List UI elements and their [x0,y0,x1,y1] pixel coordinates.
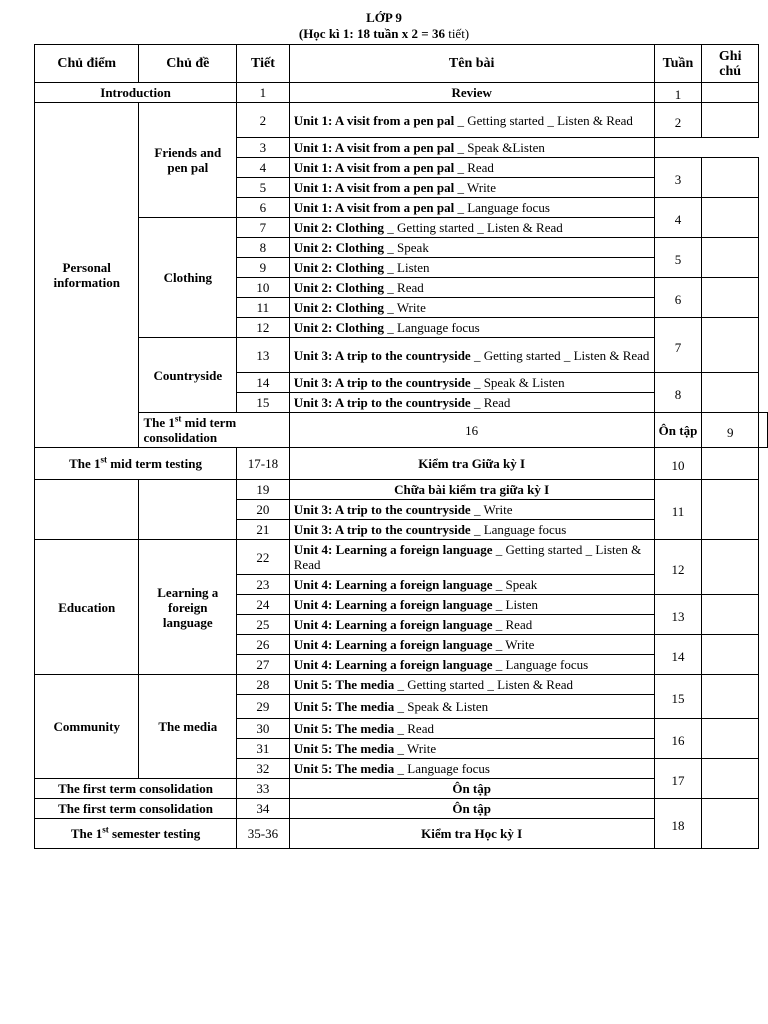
lesson-title: Getting started _ Listen & Read [397,220,563,235]
lesson-title: Kiểm tra Giữa kỳ I [418,456,526,471]
lesson-title: Speak &Listen [467,140,545,155]
ten-bai-cell [289,393,654,413]
separator: _ [384,300,397,315]
tuan-cell: 2 [654,103,702,138]
ten-bai-cell [289,759,654,779]
lesson-title: Write [396,300,426,315]
ghi-chu-cell [702,373,759,413]
lesson-title: Speak & Listen [407,699,489,714]
tuan-cell: 3 [654,158,702,198]
ten-bai-cell [289,318,654,338]
unit-title: Unit 3: A trip to the countryside [293,502,471,517]
unit-title: Unit 3: A trip to the countryside [293,522,471,537]
ordinal-suffix: st [174,413,182,424]
ghi-chu-cell [702,595,759,635]
tuan-cell: 13 [654,595,702,635]
ten-bai-cell [289,158,654,178]
ghi-chu-cell [702,448,759,480]
lesson-title: Read [505,617,533,632]
tiet-cell: 12 [237,318,290,338]
ten-bai-cell [289,655,654,675]
unit-title: Unit 1: A visit from a pen pal [293,160,455,175]
separator: _ [394,699,408,714]
unit-title: Unit 4: Learning a foreign language [293,597,493,612]
unit-title: Unit 1: A visit from a pen pal [293,140,455,155]
tiet-cell: 24 [237,595,290,615]
chu-diem-community: Community [35,675,139,779]
ten-bai-cell [289,178,654,198]
table-row [35,799,768,819]
tiet-cell: 21 [237,520,290,540]
lesson-title: Read [467,160,494,175]
tuan-cell: 18 [654,799,702,849]
column-header-ten-bai: Tên bài [289,45,654,83]
ten-bai-cell [289,138,654,158]
column-header-chu-diem: Chủ điểm [35,45,139,83]
tiet-cell: 10 [237,278,290,298]
lesson-title: Getting started _ Listen & Read [293,542,642,572]
ghi-chu-cell [702,83,759,103]
separator: _ [454,160,468,175]
table-body [35,83,768,849]
chu-diem-text: mid term consolidation [143,415,237,445]
unit-title: Unit 4: Learning a foreign language [293,542,493,557]
ten-bai-cell [654,413,702,448]
lesson-title: Listen [505,597,538,612]
ten-bai-cell [289,739,654,759]
tuan-cell: 12 [654,540,702,595]
tuan-cell: 17 [654,759,702,799]
separator: _ [454,140,468,155]
ten-bai-cell [289,719,654,739]
lesson-title: Language focus [407,761,490,776]
ghi-chu-cell [702,158,759,198]
tiet-cell: 13 [237,338,290,373]
separator: _ [384,280,398,295]
chu-diem-personal-information: Personal information [35,103,139,448]
unit-title: Unit 3: A trip to the countryside [293,375,471,390]
ghi-chu-cell [702,635,759,675]
tiet-cell: 4 [237,158,290,178]
ten-bai-cell [289,198,654,218]
tiet-cell: 6 [237,198,290,218]
ten-bai-cell [289,338,654,373]
ordinal-suffix: st [100,454,108,465]
ten-bai-cell [289,238,654,258]
ten-bai-cell [289,500,654,520]
tuan-cell: 7 [654,318,702,373]
lesson-title: Language focus [467,200,550,215]
table-row [35,413,768,448]
lesson-title: Read [483,395,511,410]
separator: _ [492,617,506,632]
table-row [35,480,768,500]
table-row [35,540,768,575]
unit-title: Unit 1: A visit from a pen pal [293,180,455,195]
tiet-cell: 8 [237,238,290,258]
ghi-chu-cell [702,198,759,238]
tuan-cell: 6 [654,278,702,318]
lesson-title: Ôn tập [452,801,491,816]
lesson-title: Chữa bài kiểm tra giữa kỳ I [394,482,550,497]
chu-diem-semester-testing [35,819,237,849]
tiet-cell: 30 [237,719,290,739]
tiet-cell: 22 [237,540,290,575]
separator: _ [384,260,398,275]
tiet-cell: 9 [237,258,290,278]
ten-bai-cell [289,779,654,799]
tiet-cell: 33 [237,779,290,799]
lesson-title: Speak & Listen [483,375,565,390]
lesson-title: Write [407,741,437,756]
ten-bai-cell [289,675,654,695]
chu-diem-first-term-consolidation-2: The first term consolidation [35,799,237,819]
tiet-cell: 11 [237,298,290,318]
tiet-cell: 34 [237,799,290,819]
chu-de-the-media: The media [139,675,237,779]
lesson-title: Speak [505,577,538,592]
tuan-cell: 11 [654,480,702,540]
unit-title: Unit 2: Clothing [293,240,385,255]
ten-bai-cell [289,480,654,500]
unit-title: Unit 4: Learning a foreign language [293,617,493,632]
chu-diem-mid-term-consolidation [139,413,289,448]
unit-title: Unit 2: Clothing [293,300,385,315]
table-header-row [35,45,768,83]
tiet-cell: 19 [237,480,290,500]
separator: _ [384,320,398,335]
chu-de-clothing: Clothing [139,218,237,338]
separator: _ [470,395,484,410]
chu-diem-empty [35,480,139,540]
tuan-cell: 16 [654,719,702,759]
unit-title: Unit 3: A trip to the countryside [293,347,471,363]
ten-bai-cell [289,373,654,393]
tiet-cell: 31 [237,739,290,759]
ghi-chu-cell [702,540,759,595]
subtitle-tail: tiết) [444,26,470,41]
column-header-ghi-chu: Ghi chú [702,45,759,83]
ghi-chu-cell [759,413,768,448]
lesson-title: Write [505,637,535,652]
ghi-chu-cell [702,799,759,849]
separator: _ [470,522,484,537]
lesson-title: Write [483,502,513,517]
tuan-cell: 14 [654,635,702,675]
tuan-cell: 15 [654,675,702,719]
ten-bai-cell [289,278,654,298]
separator: _ [492,657,506,672]
ten-bai-cell [289,615,654,635]
separator: _ [384,220,398,235]
lesson-title: Speak [397,240,429,255]
separator: _ [492,597,506,612]
ten-bai-cell [289,635,654,655]
ordinal-suffix: st [102,824,109,835]
lesson-title: Read [407,721,434,736]
column-header-tuan: Tuần [654,45,702,83]
unit-title: Unit 1: A visit from a pen pal [293,200,455,215]
chu-diem-introduction: Introduction [35,83,237,103]
tiet-cell: 32 [237,759,290,779]
lesson-title: Ôn tập [658,422,698,438]
chu-diem-text: The 1 [70,826,103,841]
table-row [35,103,768,138]
ten-bai-cell [289,819,654,849]
chu-diem-text: mid term testing [107,456,202,471]
ten-bai-cell [289,799,654,819]
separator: _ [470,375,484,390]
tiet-cell: 3 [237,138,290,158]
page-subtitle [0,26,768,42]
unit-title: Unit 5: The media [293,699,395,714]
ten-bai-cell [289,218,654,238]
separator: _ [394,741,408,756]
ten-bai-cell [289,448,654,480]
ghi-chu-cell [702,318,759,373]
unit-title: Unit 2: Clothing [293,220,385,235]
tiet-cell: 25 [237,615,290,635]
lesson-title: Read [397,280,424,295]
unit-title: Unit 5: The media [293,741,395,756]
page-title: LỚP 9 [366,10,402,25]
unit-title: Unit 4: Learning a foreign language [293,637,493,652]
ten-bai-cell [289,695,654,719]
lesson-title: Getting started _ Listen & Read [467,112,633,128]
ten-bai-cell [289,83,654,103]
table-row [35,83,768,103]
separator: _ [492,542,506,557]
tiet-cell: 7 [237,218,290,238]
unit-title: Unit 5: The media [293,721,395,736]
tuan-cell: 8 [654,373,702,413]
separator: _ [394,721,408,736]
table-row [35,448,768,480]
unit-title: Unit 3: A trip to the countryside [293,395,471,410]
chu-diem-text: semester testing [108,826,201,841]
tuan-cell: 9 [702,413,759,448]
tuan-cell: 5 [654,238,702,278]
tuan-cell: 4 [654,198,702,238]
unit-title: Unit 5: The media [293,677,395,692]
tiet-cell: 27 [237,655,290,675]
unit-title: Unit 4: Learning a foreign language [293,657,493,672]
separator: _ [394,677,408,692]
unit-title: Unit 5: The media [293,761,395,776]
chu-diem-first-term-consolidation-1: The first term consolidation [35,779,237,799]
unit-title: Unit 2: Clothing [293,280,385,295]
tiet-cell: 15 [237,393,290,413]
unit-title: Unit 2: Clothing [293,320,385,335]
lesson-title: Getting started _ Listen & Read [483,347,650,363]
separator: _ [470,502,484,517]
chu-de-learning-a-foreign-language: Learning a foreign language [139,540,237,675]
ten-bai-cell [289,258,654,278]
separator: _ [454,180,467,195]
tiet-cell: 17-18 [237,448,290,480]
ghi-chu-cell [702,278,759,318]
ghi-chu-cell [702,759,759,799]
ghi-chu-cell [702,238,759,278]
tiet-cell: 35-36 [237,819,290,849]
separator: _ [384,240,398,255]
ten-bai-cell [289,103,654,138]
ten-bai-cell [289,540,654,575]
lesson-title: Language focus [397,320,480,335]
chu-diem-mid-term-testing [35,448,237,480]
chu-diem-text: The 1 [69,456,101,471]
lesson-title: Getting started _ Listen & Read [407,677,573,692]
chu-de-empty [139,480,237,540]
ten-bai-cell [289,520,654,540]
column-header-chu-de: Chủ đề [139,45,237,83]
subtitle-main: (Học kì 1: 18 tuần x 2 = 36 [298,26,445,41]
separator: _ [492,637,506,652]
table-row [35,675,768,695]
lesson-title: Ôn tập [452,781,491,796]
tuan-cell: 10 [654,448,702,480]
separator: _ [470,347,484,363]
tiet-cell: 29 [237,695,290,719]
unit-title: Unit 4: Learning a foreign language [293,577,493,592]
separator: _ [394,761,408,776]
tiet-cell: 20 [237,500,290,520]
lesson-title: Kiểm tra Học kỳ I [421,826,523,841]
ten-bai-cell [289,298,654,318]
chu-diem-education: Education [35,540,139,675]
ghi-chu-cell [702,719,759,759]
lesson-title: Listen [397,260,430,275]
chu-de-friends-and-pen-pal: Friends and pen pal [139,103,237,218]
lesson-title: Review [451,85,492,100]
tiet-cell: 26 [237,635,290,655]
separator: _ [454,112,468,128]
column-header-tiet: Tiết [237,45,290,83]
chu-diem-text: The 1 [143,415,175,430]
tiet-cell: 16 [289,413,654,448]
tiet-cell: 5 [237,178,290,198]
tiet-cell: 1 [237,83,290,103]
tiet-cell: 2 [237,103,290,138]
separator: _ [492,577,506,592]
tiet-cell: 28 [237,675,290,695]
separator: _ [454,200,468,215]
curriculum-table [34,44,768,849]
ghi-chu-cell [702,103,759,138]
lesson-title: Write [466,180,497,195]
lesson-title: Language focus [483,522,567,537]
lesson-title: Language focus [505,657,589,672]
ten-bai-cell [289,595,654,615]
ghi-chu-cell [702,675,759,719]
tiet-cell: 23 [237,575,290,595]
unit-title: Unit 1: A visit from a pen pal [293,112,455,128]
unit-title: Unit 2: Clothing [293,260,385,275]
tiet-cell: 14 [237,373,290,393]
ten-bai-cell [289,575,654,595]
tuan-cell: 1 [654,83,702,103]
ghi-chu-cell [702,480,759,540]
chu-de-countryside: Countryside [139,338,237,413]
